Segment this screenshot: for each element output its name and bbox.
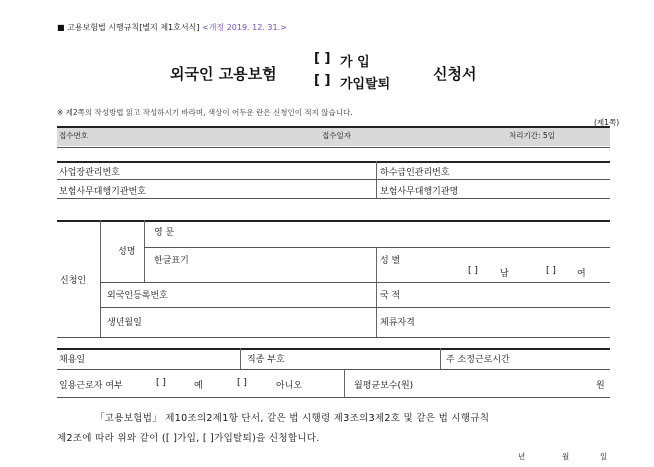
sex-label: 성 별 bbox=[380, 256, 401, 266]
receipt-number-label: 접수번호 bbox=[59, 131, 88, 140]
date-day-label: 일 bbox=[600, 452, 608, 461]
agency-name-label: 보험사무대행기관명 bbox=[380, 187, 459, 197]
form-title-right: 신청서 bbox=[433, 65, 477, 83]
name-col-divider bbox=[144, 220, 145, 282]
form-reference bbox=[57, 22, 287, 33]
job-code-label: 직종 부호 bbox=[247, 355, 285, 365]
hire-divider bbox=[240, 348, 241, 369]
business-mid-rule bbox=[57, 179, 610, 180]
date-year-label: 년 bbox=[518, 452, 526, 461]
english-name-label: 영 문 bbox=[154, 228, 175, 238]
name-bottom-rule bbox=[100, 282, 610, 283]
weekly-hours-label: 주 소정근로시간 bbox=[446, 355, 510, 365]
applicant-bottom-rule bbox=[57, 337, 610, 338]
alien-reg-no-label: 외국인등록번호 bbox=[107, 291, 168, 301]
alien-bottom-rule bbox=[100, 307, 610, 308]
regulation-text: ■ 고용보험법 시행규칙[별지 제1호서식] bbox=[57, 23, 200, 32]
business-divider bbox=[376, 161, 377, 198]
business-mgmt-no-label: 사업장관리번호 bbox=[59, 168, 120, 178]
receipt-date-label: 접수일자 bbox=[322, 131, 351, 140]
top-rule bbox=[57, 126, 610, 128]
wage-unit: 원 bbox=[596, 381, 605, 391]
business-bottom-rule bbox=[57, 198, 610, 199]
residence-status-label: 체류자격 bbox=[380, 318, 415, 328]
employment-mid-rule bbox=[57, 369, 610, 370]
daily-worker-yes-label: 예 bbox=[194, 381, 203, 391]
option-join-box[interactable]: [ ] bbox=[314, 51, 331, 66]
daily-worker-no-label: 아니오 bbox=[276, 381, 303, 391]
nationality-label: 국 적 bbox=[380, 291, 401, 301]
applicant-col-divider bbox=[100, 220, 101, 337]
job-divider bbox=[440, 348, 441, 369]
wage-divider bbox=[344, 369, 345, 397]
english-bottom-rule bbox=[144, 247, 610, 248]
declaration-line-1: 「고용보험법」 제10조의2제1항 단서, 같은 법 시행령 제3조의3제2호 및 같은 법 시행규칙 bbox=[95, 413, 490, 424]
applicant-mid-divider bbox=[376, 247, 377, 337]
option-join-label: 가 입 bbox=[340, 55, 370, 70]
receipt-bottom-rule bbox=[57, 147, 610, 148]
instruction-note: ※ 제2쪽의 작성방법 읽고 작성하시기 바라며, 색상이 어두운 란은 신청인이 적지 않습니다. bbox=[57, 108, 353, 117]
daily-worker-no-checkbox[interactable]: [ ] bbox=[237, 378, 247, 388]
female-label: 여 bbox=[577, 269, 586, 279]
korean-name-label: 한글표기 bbox=[154, 256, 189, 266]
employment-bottom-rule bbox=[57, 397, 610, 398]
employment-top-rule bbox=[57, 348, 610, 350]
daily-worker-yes-checkbox[interactable]: [ ] bbox=[156, 378, 166, 388]
applicant-group-label: 신청인 bbox=[60, 276, 87, 286]
birth-date-label: 생년월일 bbox=[107, 318, 142, 328]
hire-date-label: 채용일 bbox=[59, 355, 86, 365]
daily-worker-label: 일용근로자 여부 bbox=[59, 381, 123, 391]
monthly-wage-label: 월평균보수(원) bbox=[354, 381, 414, 391]
applicant-top-rule bbox=[57, 220, 610, 222]
female-checkbox[interactable]: [ ] bbox=[546, 266, 556, 276]
sub-contractor-no-label: 하수급인관리번호 bbox=[380, 168, 450, 178]
business-top-rule bbox=[57, 161, 610, 163]
processing-period: 처리기간: 5일 bbox=[509, 131, 555, 140]
name-label: 성명 bbox=[118, 247, 136, 257]
option-withdraw-box[interactable]: [ ] bbox=[314, 73, 331, 88]
male-checkbox[interactable]: [ ] bbox=[468, 266, 478, 276]
page-label: (제1쪽) bbox=[594, 118, 620, 127]
revision-text: <개정 2019. 12. 31.> bbox=[202, 23, 287, 32]
date-month-label: 월 bbox=[562, 452, 570, 461]
male-label: 남 bbox=[500, 269, 509, 279]
form-title-left: 외국인 고용보험 bbox=[170, 65, 277, 83]
option-withdraw-label: 가입탈퇴 bbox=[340, 77, 391, 92]
declaration-line-2: 제2조에 따라 위와 같이 ([ ]가입, [ ]가입탈퇴)을 신청합니다. bbox=[57, 433, 320, 444]
agency-no-label: 보험사무대행기관번호 bbox=[59, 187, 146, 197]
